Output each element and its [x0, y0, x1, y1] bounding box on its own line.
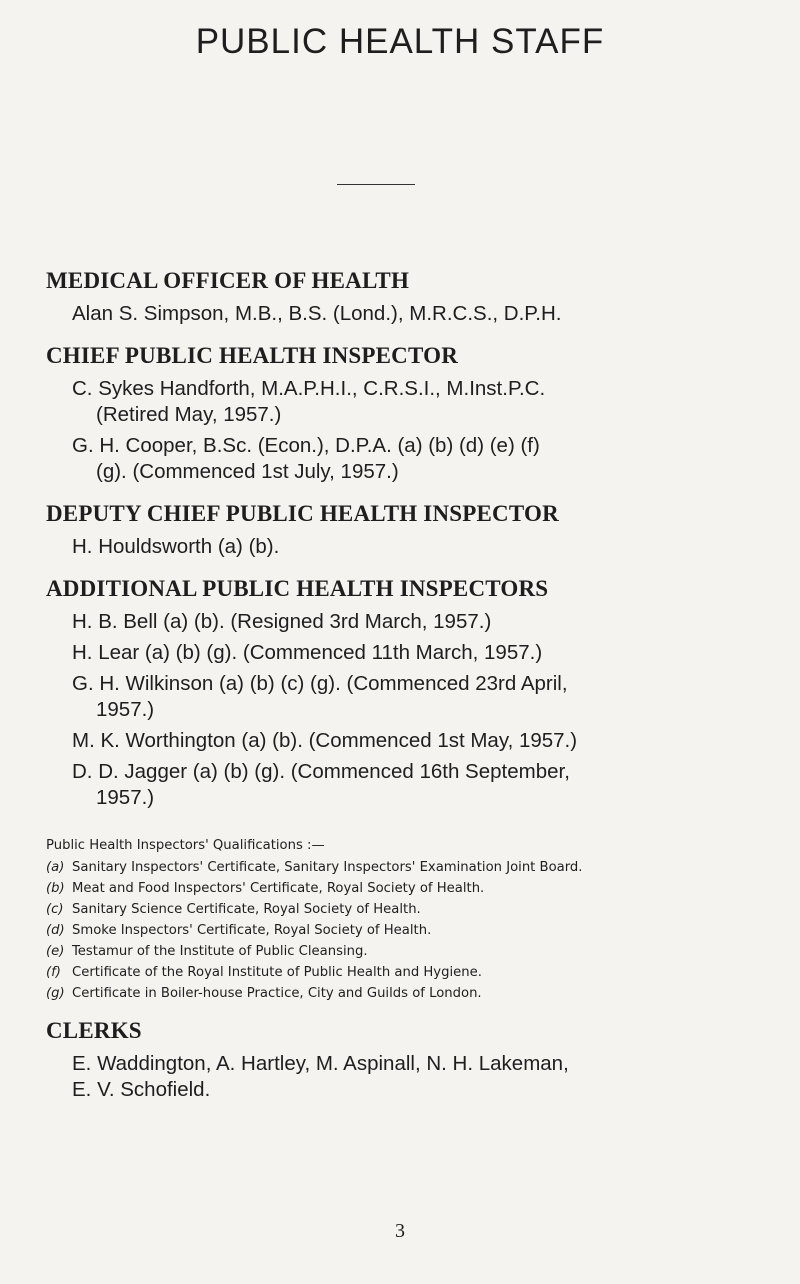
qualification-text: Testamur of the Institute of Public Cleansing.: [72, 944, 368, 959]
section-additional-inspectors: [46, 574, 766, 811]
qualification-item: [46, 964, 766, 982]
staff-entry: [46, 433, 766, 485]
qualification-item: [46, 901, 766, 919]
qualification-text: Smoke Inspectors' Certificate, Royal Society of Health.: [72, 923, 432, 938]
entry-line-continued: E. V. Schofield.: [72, 1078, 211, 1101]
qualification-item: [46, 985, 766, 1003]
section-heading: MEDICAL OFFICER OF HEALTH: [46, 268, 410, 293]
entry-line: C. Sykes Handforth, M.A.P.H.I., C.R.S.I., M.Inst.P.C.: [72, 377, 546, 400]
qualifications-notes: [46, 837, 766, 1003]
qualification-label: (e): [46, 944, 65, 959]
entry-line-continued: (g). (Commenced 1st July, 1957.): [96, 460, 399, 483]
staff-entry: [46, 376, 766, 428]
staff-list: [46, 266, 766, 1103]
entry-line: D. D. Jagger (a) (b) (g). (Commenced 16th September,: [72, 760, 570, 783]
staff-entry: [46, 728, 766, 754]
section-medical-officer: [46, 266, 766, 327]
entry-line: H. B. Bell (a) (b). (Resigned 3rd March, 1957.): [72, 610, 492, 633]
qualifications-intro: Public Health Inspectors' Qualifications :—: [46, 838, 325, 853]
qualification-label: (c): [46, 902, 64, 917]
staff-entry: [46, 1051, 766, 1103]
qualification-label: (b): [46, 881, 65, 896]
entry-line: M. K. Worthington (a) (b). (Commenced 1st May, 1957.): [72, 729, 578, 752]
title-divider: [337, 184, 415, 185]
entry-line: E. Waddington, A. Hartley, M. Aspinall, N. H. Lakeman,: [72, 1052, 569, 1075]
entry-line-continued: 1957.): [96, 786, 155, 809]
section-deputy-chief-inspector: [46, 499, 766, 560]
section-heading: CLERKS: [46, 1018, 142, 1043]
section-chief-inspector: [46, 341, 766, 485]
qualification-label: (g): [46, 986, 65, 1001]
qualification-item: [46, 880, 766, 898]
qualification-label: (a): [46, 860, 65, 875]
entry-line: G. H. Cooper, B.Sc. (Econ.), D.P.A. (a) (b) (d) (e) (f): [72, 434, 540, 457]
section-clerks: [46, 1016, 766, 1103]
section-heading: ADDITIONAL PUBLIC HEALTH INSPECTORS: [46, 576, 549, 601]
page-number: 3: [395, 1220, 405, 1242]
page-title: PUBLIC HEALTH STAFF: [195, 22, 605, 61]
qualification-text: Meat and Food Inspectors' Certificate, Royal Society of Health.: [72, 881, 485, 896]
staff-entry: [46, 301, 766, 327]
qualification-text: Certificate of the Royal Institute of Public Health and Hygiene.: [72, 965, 482, 980]
staff-entry: [46, 640, 766, 666]
qualification-label: (d): [46, 923, 65, 938]
staff-entry: [46, 534, 766, 560]
entry-line: G. H. Wilkinson (a) (b) (c) (g). (Commenced 23rd April,: [72, 672, 568, 695]
entry-line-continued: (Retired May, 1957.): [96, 403, 282, 426]
qualification-item: [46, 859, 766, 877]
entry-line: Alan S. Simpson, M.B., B.S. (Lond.), M.R.C.S., D.P.H.: [72, 302, 562, 325]
staff-entry: [46, 671, 766, 723]
entry-line: H. Lear (a) (b) (g). (Commenced 11th March, 1957.): [72, 641, 543, 664]
qualification-label: (f): [46, 965, 61, 980]
entry-line-continued: 1957.): [96, 698, 155, 721]
section-heading: DEPUTY CHIEF PUBLIC HEALTH INSPECTOR: [46, 501, 559, 526]
staff-entry: [46, 609, 766, 635]
staff-entry: [46, 759, 766, 811]
qualification-item: [46, 922, 766, 940]
section-heading: CHIEF PUBLIC HEALTH INSPECTOR: [46, 343, 459, 368]
qualification-item: [46, 943, 766, 961]
qualification-text: Sanitary Inspectors' Certificate, Sanitary Inspectors' Examination Joint Board.: [72, 860, 583, 875]
entry-line: H. Houldsworth (a) (b).: [72, 535, 280, 558]
qualification-text: Certificate in Boiler-house Practice, City and Guilds of London.: [72, 986, 482, 1001]
qualification-text: Sanitary Science Certificate, Royal Society of Health.: [72, 902, 421, 917]
